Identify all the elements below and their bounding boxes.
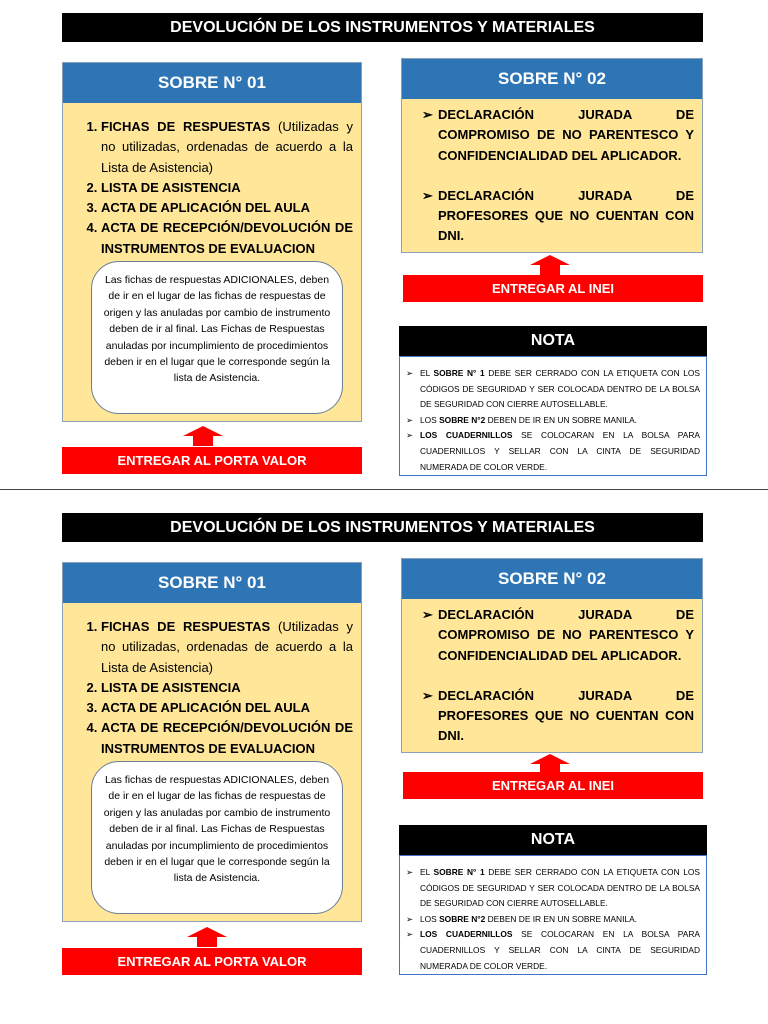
list-item: 3. ACTA DE APLICACIÓN DEL AULA [101, 198, 353, 218]
arrow-up-icon [187, 927, 227, 947]
list-item: ➢ DECLARACIÓN JURADA DE COMPROMISO DE NO PARENTESCO Y CONFIDENCIALIDAD DEL APLICADOR. [422, 607, 694, 663]
sobre-01-heading: SOBRE N° 01 [63, 63, 361, 103]
list-item: 1. FICHAS DE RESPUESTAS (Utilizadas y no utilizadas, ordenadas de acuerdo a la Lista de Asistencia) [101, 617, 353, 678]
entregar-inei-button[interactable]: ENTREGAR AL INEI [403, 275, 703, 302]
chevron-bullet-icon: ➢ [406, 430, 414, 441]
chevron-bullet-icon: ➢ [406, 929, 414, 940]
sobre-02-heading: SOBRE N° 02 [402, 59, 702, 99]
sobre-02-heading: SOBRE N° 02 [402, 559, 702, 599]
sobre-01-panel [62, 62, 362, 422]
sobre-01-note: Las fichas de respuestas ADICIONALES, deben de ir en el lugar de las fichas de respuestas de origen y las anuladas por cambio de instrumento deben de ir al final. Las Fichas de Respuestas anuladas por incumplimiento de procedimientos deben ir en el lugar que le corresponde según la lista de Asistencia. [91, 761, 343, 914]
nota-box [399, 855, 707, 975]
nota-box [399, 356, 707, 476]
chevron-bullet-icon: ➢ [406, 414, 414, 425]
list-item: ➢ LOS CUADERNILLOS SE COLOCARAN EN LA BOLSA PARA CUADERNILLOS Y SELLAR CON LA CINTA DE SEGURIDAD NUMERADA DE COLOR VERDE. [406, 929, 700, 971]
title-bar [62, 513, 703, 542]
sobre-01-note: Las fichas de respuestas ADICIONALES, deben de ir en el lugar de las fichas de respuestas de origen y las anuladas por cambio de instrumento deben de ir al final. Las Fichas de Respuestas anuladas por incumplimiento de procedimientos deben ir en el lugar que le corresponde según la lista de Asistencia. [91, 261, 343, 414]
list-item: 3. ACTA DE APLICACIÓN DEL AULA [101, 698, 353, 718]
title-text: DEVOLUCIÓN DE LOS INSTRUMENTOS Y MATERIALES [170, 18, 595, 36]
sobre-01-list [63, 603, 361, 759]
arrow-up-icon [530, 255, 570, 275]
chevron-bullet-icon: ➢ [406, 368, 414, 378]
list-item: ➢ DECLARACIÓN JURADA DE COMPROMISO DE NO PARENTESCO Y CONFIDENCIALIDAD DEL APLICADOR. [422, 107, 694, 163]
title-text: DEVOLUCIÓN DE LOS INSTRUMENTOS Y MATERIALES [170, 518, 595, 536]
list-item: ➢ LOS CUADERNILLOS SE COLOCARAN EN LA BOLSA PARA CUADERNILLOS Y SELLAR CON LA CINTA DE SEGURIDAD NUMERADA DE COLOR VERDE. [406, 430, 700, 472]
list-item: ➢ DECLARACIÓN JURADA DE PROFESORES QUE NO CUENTAN CON DNI. [422, 187, 694, 244]
chevron-bullet-icon: ➢ [422, 607, 433, 622]
list-item: ➢ EL SOBRE N° 1 DEBE SER CERRADO CON LA ETIQUETA CON LOS CÓDIGOS DE SEGURIDAD Y SER COLOCADA DENTRO DE LA BOLSA DE SEGURIDAD CON CIERRE AUTOSELLABLE. [406, 368, 700, 410]
card-top [0, 0, 768, 500]
list-item: 2. LISTA DE ASISTENCIA [101, 178, 353, 198]
arrow-up-icon [183, 426, 223, 446]
list-item: 2. LISTA DE ASISTENCIA [101, 678, 353, 698]
nota-heading: NOTA [399, 326, 707, 356]
entregar-inei-button[interactable]: ENTREGAR AL INEI [403, 772, 703, 799]
list-item: ➢ DECLARACIÓN JURADA DE PROFESORES QUE NO CUENTAN CON DNI. [422, 687, 694, 744]
chevron-bullet-icon: ➢ [406, 913, 414, 924]
list-item: ➢ EL SOBRE N° 1 DEBE SER CERRADO CON LA ETIQUETA CON LOS CÓDIGOS DE SEGURIDAD Y SER COLOCADA DENTRO DE LA BOLSA DE SEGURIDAD CON CIERRE AUTOSELLABLE. [406, 867, 700, 909]
list-item: 4. ACTA DE RECEPCIÓN/DEVOLUCIÓN DE INSTRUMENTOS DE EVALUACION [101, 218, 353, 259]
chevron-bullet-icon: ➢ [422, 107, 433, 122]
list-item: 1. FICHAS DE RESPUESTAS (Utilizadas y no utilizadas, ordenadas de acuerdo a la Lista de Asistencia) [101, 117, 353, 178]
list-item: ➢ LOS SOBRE N°2 DEBEN DE IR EN UN SOBRE MANILA. [406, 912, 700, 928]
list-item: ➢ LOS SOBRE N°2 DEBEN DE IR EN UN SOBRE MANILA. [406, 413, 700, 429]
chevron-bullet-icon: ➢ [406, 867, 414, 877]
nota-heading: NOTA [399, 825, 707, 855]
arrow-up-icon [530, 754, 570, 774]
chevron-bullet-icon: ➢ [422, 687, 433, 703]
entregar-porta-valor-button[interactable]: ENTREGAR AL PORTA VALOR [62, 447, 362, 474]
sobre-01-heading: SOBRE N° 01 [63, 563, 361, 603]
sobre-02-panel [401, 58, 703, 253]
title-bar [62, 13, 703, 42]
card-bottom [0, 500, 768, 1000]
list-item: 4. ACTA DE RECEPCIÓN/DEVOLUCIÓN DE INSTRUMENTOS DE EVALUACION [101, 718, 353, 759]
sobre-02-panel [401, 558, 703, 753]
sobre-01-panel [62, 562, 362, 922]
entregar-porta-valor-button[interactable]: ENTREGAR AL PORTA VALOR [62, 948, 362, 975]
sobre-01-list [63, 103, 361, 259]
chevron-bullet-icon: ➢ [422, 187, 433, 203]
